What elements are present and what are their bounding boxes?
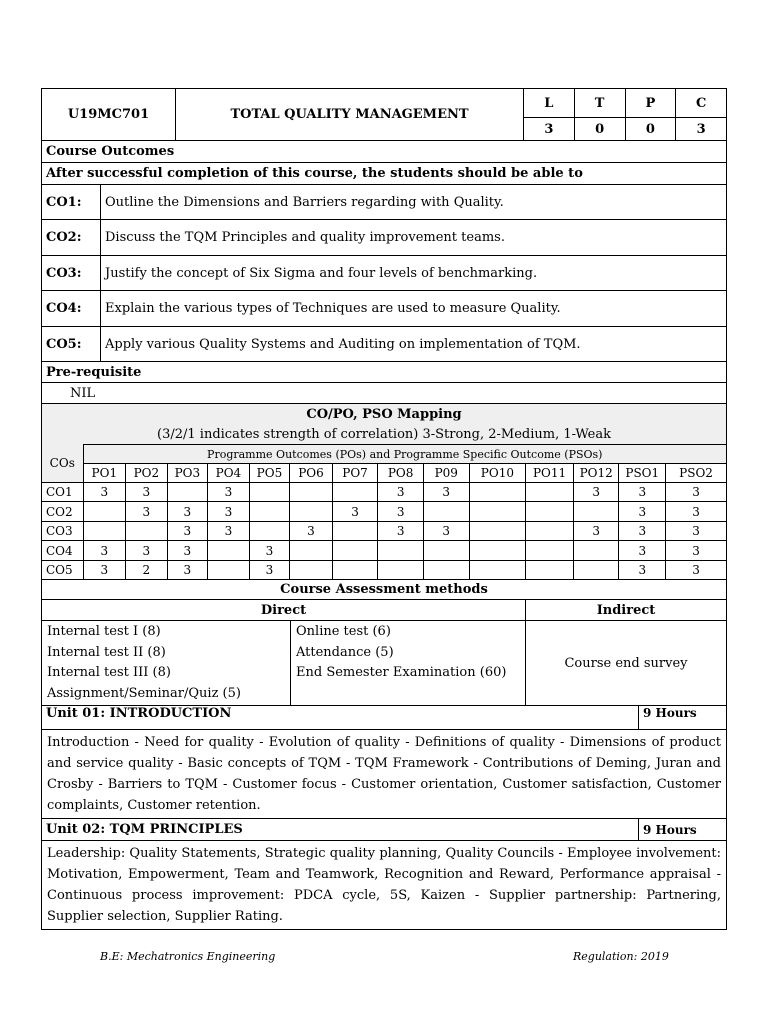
prerequisite-heading: Pre-requisite	[42, 362, 727, 383]
mapping-co-label: CO3	[42, 522, 84, 541]
co-code: CO2:	[42, 220, 101, 256]
syllabus-page	[41, 88, 727, 930]
mapping-cell	[573, 541, 619, 561]
mapping-cell	[167, 483, 208, 502]
unit-title: Unit 02: TQM PRINCIPLES	[42, 819, 639, 841]
co-code: CO5:	[42, 327, 101, 362]
mapping-cell: 3	[619, 502, 666, 522]
unit-hours: 9 Hours	[639, 819, 727, 841]
assessment-item: Internal test III (8)	[47, 665, 171, 680]
mapping-co-label: CO2	[42, 502, 84, 522]
mapping-cell	[83, 522, 126, 541]
mapping-cell	[573, 502, 619, 522]
ltpc-value-l: 3	[524, 118, 575, 141]
co-code: CO4:	[42, 291, 101, 327]
ltpc-value-p: 0	[625, 118, 676, 141]
assessment-table	[41, 579, 727, 706]
unit-content: Leadership: Quality Statements, Strategic quality planning, Quality Councils - Employee involvement: Motivation, Empowerment, Team and Teamwork, Recognition and Reward, Performance appraisal - Continuous process improvement: PDCA cycle, 5S, Kaizen - Supplier partnership: Partnering, Supplier selection, Supplier Rating.	[42, 841, 727, 930]
po-column-header: PO3	[167, 464, 208, 483]
mapping-row	[42, 541, 727, 561]
mapping-cell	[469, 561, 526, 580]
ltpc-label-t: T	[574, 89, 625, 118]
po-column-header: PO6	[290, 464, 333, 483]
ltpc-label-c: C	[676, 89, 727, 118]
mapping-cell	[526, 502, 574, 522]
co-code: CO1:	[42, 185, 101, 220]
assessment-item: Online test (6)	[296, 624, 391, 639]
ltpc-value-c: 3	[676, 118, 727, 141]
mapping-cell: 3	[666, 561, 727, 580]
ltpc-value-t: 0	[574, 118, 625, 141]
po-column-header: PO12	[573, 464, 619, 483]
co-text: Explain the various types of Techniques are used to measure Quality.	[101, 291, 727, 327]
course-outcomes-heading: Course Outcomes	[42, 141, 727, 163]
mapping-cell: 3	[573, 483, 619, 502]
mapping-cell	[469, 483, 526, 502]
cos-column-header: COs	[42, 445, 84, 483]
mapping-cell	[378, 561, 424, 580]
mapping-cell: 3	[378, 483, 424, 502]
mapping-cell	[290, 561, 333, 580]
unit-content: Introduction - Need for quality - Evolution of quality - Definitions of quality - Dimensions of product and service quality - Basic concepts of TQM - TQM Framework - Contributions of Deming, Juran and Crosby - Barriers to TQM - Customer focus - Customer orientation, Customer satisfaction, Customer complaints, Customer retention.	[42, 730, 727, 819]
mapping-cell	[290, 502, 333, 522]
footer-regulation: Regulation: 2019	[573, 950, 669, 963]
po-column-header: PO8	[378, 464, 424, 483]
mapping-cell: 3	[208, 502, 250, 522]
mapping-cell: 3	[666, 483, 727, 502]
po-column-header: PSO2	[666, 464, 727, 483]
unit-hours: 9 Hours	[639, 706, 727, 730]
mapping-cell	[290, 483, 333, 502]
po-column-header: PO11	[526, 464, 574, 483]
mapping-cell	[249, 483, 290, 502]
mapping-cell: 3	[208, 483, 250, 502]
programme-outcomes-header: Programme Outcomes (POs) and Programme Specific Outcome (PSOs)	[83, 445, 726, 464]
mapping-cell	[469, 502, 526, 522]
assessment-item: End Semester Examination (60)	[296, 665, 507, 680]
course-outcomes-table	[41, 140, 727, 404]
mapping-cell	[83, 502, 126, 522]
mapping-cell	[332, 561, 378, 580]
mapping-cell: 3	[167, 541, 208, 561]
mapping-cell: 3	[619, 522, 666, 541]
mapping-cell: 3	[126, 541, 168, 561]
mapping-cell: 3	[83, 541, 126, 561]
co-text: Outline the Dimensions and Barriers regarding with Quality.	[101, 185, 727, 220]
po-column-header: PO7	[332, 464, 378, 483]
course-code: U19MC701	[42, 89, 176, 141]
mapping-cell: 3	[167, 522, 208, 541]
indirect-method: Course end survey	[526, 621, 727, 706]
po-column-header: PO4	[208, 464, 250, 483]
course-title: TOTAL QUALITY MANAGEMENT	[176, 89, 524, 141]
mapping-cell: 3	[619, 483, 666, 502]
mapping-cell: 3	[167, 561, 208, 580]
mapping-cell: 3	[378, 522, 424, 541]
mapping-cell: 3	[126, 483, 168, 502]
mapping-cell	[126, 522, 168, 541]
mapping-cell: 3	[378, 502, 424, 522]
indirect-header: Indirect	[526, 600, 727, 621]
prerequisite-value: NIL	[42, 383, 727, 404]
ltpc-label-l: L	[524, 89, 575, 118]
co-text: Apply various Quality Systems and Auditing on implementation of TQM.	[101, 327, 727, 362]
unit-title: Unit 01: INTRODUCTION	[42, 706, 639, 730]
mapping-cell: 3	[249, 561, 290, 580]
co-code: CO3:	[42, 256, 101, 291]
mapping-cell: 3	[423, 522, 469, 541]
mapping-cell: 3	[666, 541, 727, 561]
direct-methods-col2	[291, 621, 526, 706]
po-header-row	[42, 464, 727, 483]
po-column-header: P09	[423, 464, 469, 483]
mapping-cell	[290, 541, 333, 561]
mapping-cell: 3	[83, 483, 126, 502]
mapping-cell: 2	[126, 561, 168, 580]
mapping-cell: 3	[619, 541, 666, 561]
mapping-cell	[332, 541, 378, 561]
units-table	[41, 705, 727, 930]
co-po-mapping-table	[41, 403, 727, 580]
mapping-cell: 3	[332, 502, 378, 522]
mapping-cell	[469, 522, 526, 541]
mapping-cell	[208, 561, 250, 580]
mapping-cell: 3	[666, 502, 727, 522]
mapping-cell	[208, 541, 250, 561]
mapping-cell	[332, 522, 378, 541]
course-header-table	[41, 88, 727, 141]
mapping-cell	[249, 502, 290, 522]
mapping-cell	[526, 561, 574, 580]
mapping-co-label: CO4	[42, 541, 84, 561]
course-outcomes-intro: After successful completion of this course, the students should be able to	[42, 163, 727, 185]
assessment-item: Assignment/Seminar/Quiz (5)	[47, 685, 241, 701]
direct-header: Direct	[42, 600, 526, 621]
mapping-cell: 3	[666, 522, 727, 541]
mapping-cell: 3	[573, 522, 619, 541]
mapping-subtitle: (3/2/1 indicates strength of correlation) 3-Strong, 2-Medium, 1-Weak	[42, 425, 727, 445]
mapping-row	[42, 561, 727, 580]
mapping-cell: 3	[249, 541, 290, 561]
footer-program: B.E: Mechatronics Engineering	[100, 950, 276, 963]
mapping-cell: 3	[208, 522, 250, 541]
co-text: Justify the concept of Six Sigma and four levels of benchmarking.	[101, 256, 727, 291]
mapping-cell	[423, 541, 469, 561]
assessment-item: Internal test II (8)	[47, 644, 166, 660]
mapping-cell: 3	[167, 502, 208, 522]
mapping-row	[42, 483, 727, 502]
mapping-cell: 3	[423, 483, 469, 502]
co-text: Discuss the TQM Principles and quality improvement teams.	[101, 220, 727, 256]
mapping-co-label: CO5	[42, 561, 84, 580]
mapping-cell	[573, 561, 619, 580]
assessment-title: Course Assessment methods	[42, 580, 727, 600]
mapping-cell	[378, 541, 424, 561]
mapping-cell	[423, 502, 469, 522]
mapping-row	[42, 502, 727, 522]
mapping-cell	[526, 483, 574, 502]
direct-methods-col1	[42, 621, 291, 706]
mapping-cell	[526, 541, 574, 561]
mapping-cell	[526, 522, 574, 541]
ltpc-label-p: P	[625, 89, 676, 118]
po-column-header: PO5	[249, 464, 290, 483]
po-column-header: PSO1	[619, 464, 666, 483]
mapping-cell	[332, 483, 378, 502]
po-column-header: PO10	[469, 464, 526, 483]
mapping-co-label: CO1	[42, 483, 84, 502]
mapping-cell: 3	[619, 561, 666, 580]
assessment-item: Internal test I (8)	[47, 624, 161, 639]
mapping-cell	[423, 561, 469, 580]
po-column-header: PO1	[83, 464, 126, 483]
mapping-title: CO/PO, PSO Mapping	[42, 404, 727, 425]
mapping-cell	[469, 541, 526, 561]
assessment-item: Attendance (5)	[296, 644, 394, 660]
mapping-cell: 3	[126, 502, 168, 522]
mapping-cell: 3	[83, 561, 126, 580]
mapping-row	[42, 522, 727, 541]
po-column-header: PO2	[126, 464, 168, 483]
mapping-cell: 3	[290, 522, 333, 541]
mapping-cell	[249, 522, 290, 541]
